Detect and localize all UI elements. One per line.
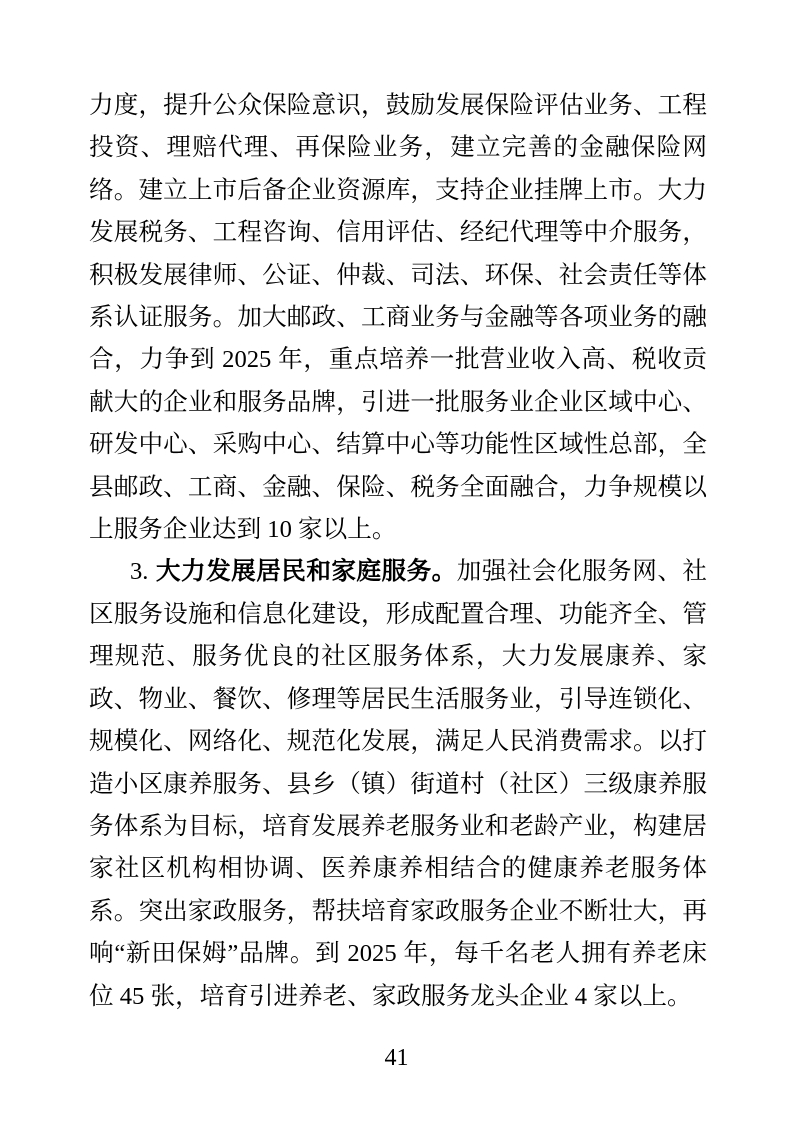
item-number: 3. <box>130 558 149 586</box>
item-heading: 大力发展居民和家庭服务。 <box>155 558 457 586</box>
paragraph-continuation <box>89 85 707 551</box>
paragraph-item-3 <box>89 551 707 1017</box>
paragraph-text: 加强社会化服务网、社区服务设施和信息化建设，形成配置合理、功能齐全、管理规范、服务优良的社区服务体系，大力发展康养、家政、物业、餐饮、修理等居民生活服务业，引导连锁化、规模化、网络化、规范化发展，满足人民消费需求。以打造小区康养服务、县乡（镇）街道村（社区）三级康养服务体系为目标，培育发展养老服务业和老龄产业，构建居家社区机构相协调、医养康养相结合的健康养老服务体系。突出家政服务，帮扶培育家政服务企业不断壮大，再响“新田保姆”品牌。到 2025 年，每千名老人拥有养老床位 45 张，培育引进养老、家政服务龙头企业 4 家以上。 <box>89 558 707 1010</box>
page-body <box>89 85 707 1018</box>
paragraph-text: 力度，提升公众保险意识，鼓励发展保险评估业务、工程投资、理赔代理、再保险业务，建立完善的金融保险网络。建立上市后备企业资源库，支持企业挂牌上市。大力发展税务、工程咨询、信用评估、经纪代理等中介服务，积极发展律师、公证、仲裁、司法、环保、社会责任等体系认证服务。加大邮政、工商业务与金融等各项业务的融合，力争到 2025 年，重点培养一批营业收入高、税收贡献大的企业和服务品牌，引进一批服务业企业区域中心、研发中心、采购中心、结算中心等功能性区域性总部，全县邮政、工商、金融、保险、税务全面融合，力争规模以上服务企业达到 10 家以上。 <box>89 92 707 544</box>
page-number: 41 <box>384 1045 409 1071</box>
